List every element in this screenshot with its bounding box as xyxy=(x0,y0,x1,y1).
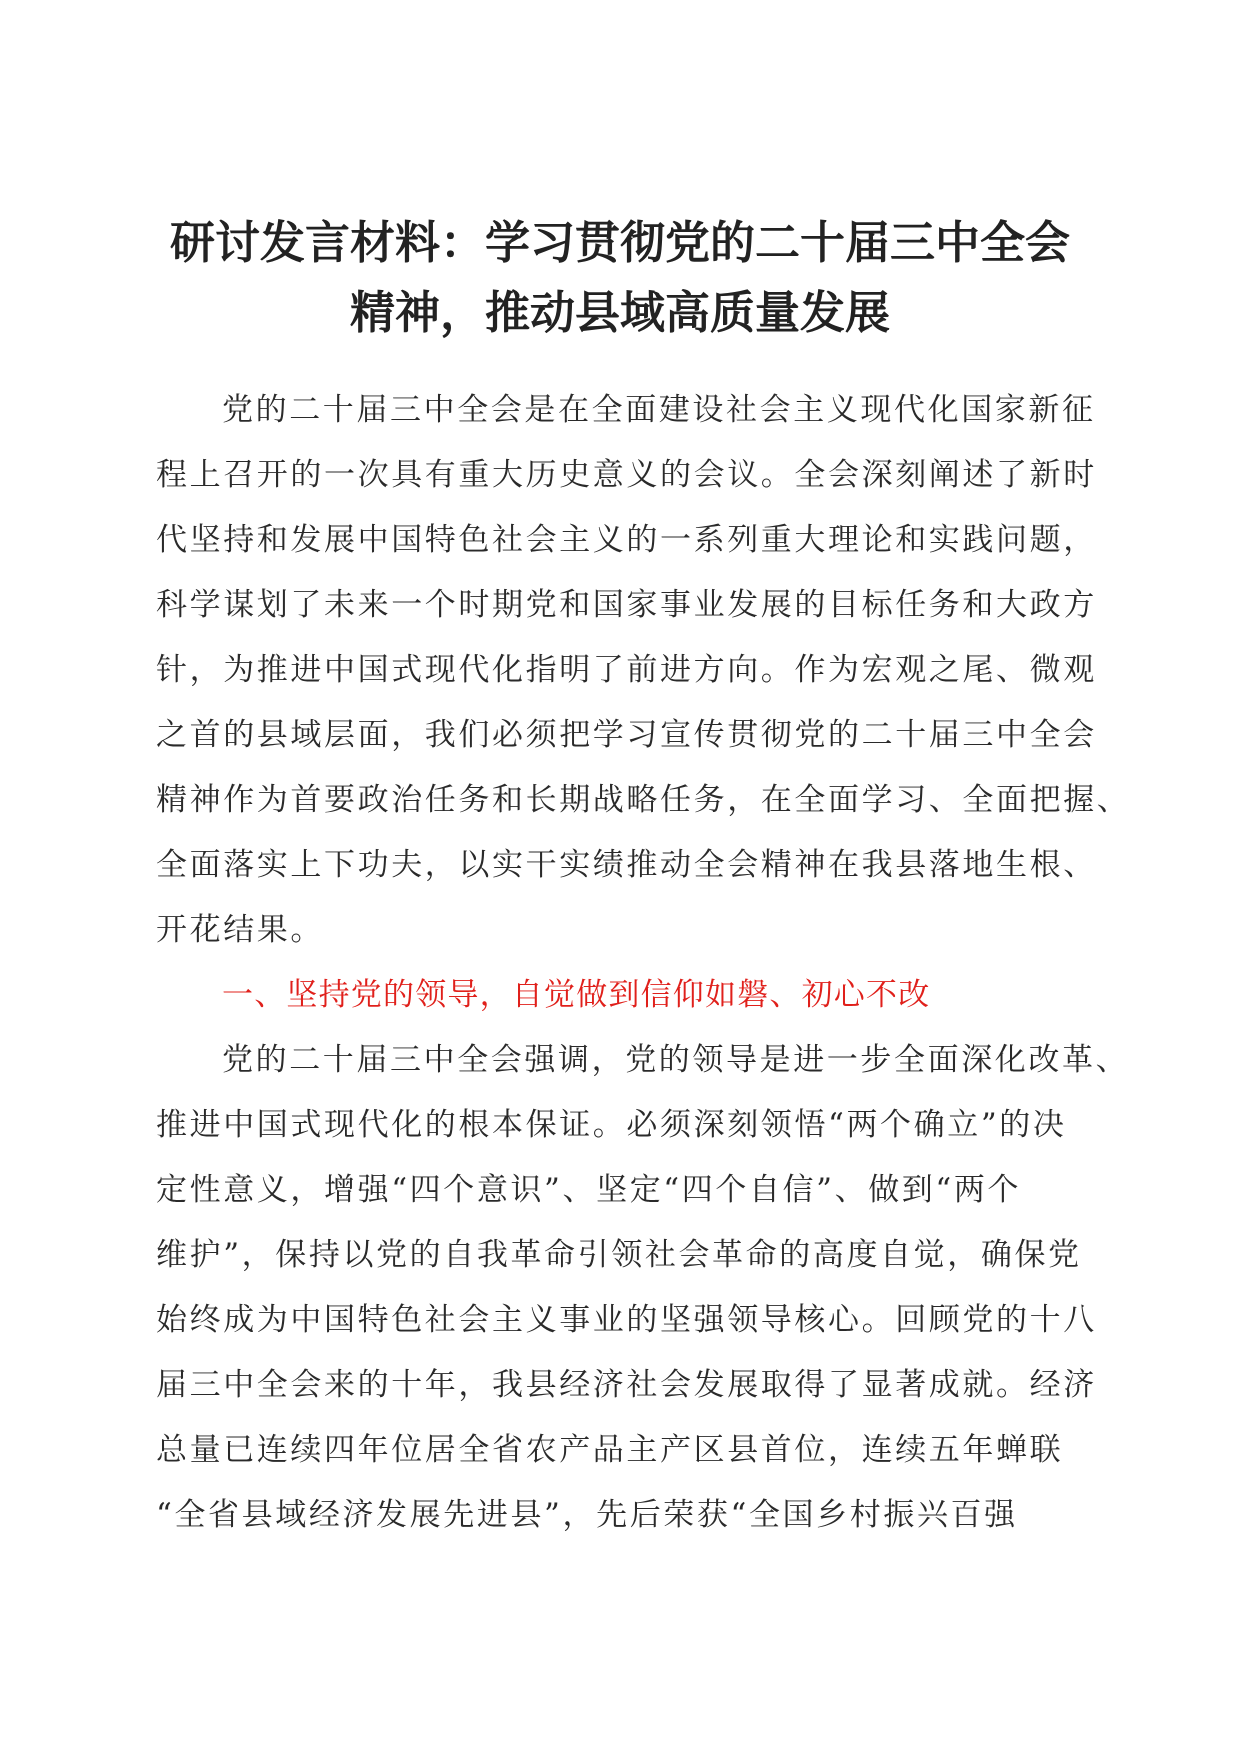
paragraph-line: 届三中全会来的十年，我县经济社会发展取得了显著成就。经济 xyxy=(156,1367,1097,1403)
paragraph-line: “全省县域经济发展先进县”，先后荣获“全国乡村振兴百强 xyxy=(156,1497,1018,1533)
paragraph-line: 党的二十届三中全会强调，党的领导是进一步全面深化改革、 xyxy=(222,1042,1130,1078)
section-heading-1: 一、坚持党的领导，自觉做到信仰如磐、初心不改 xyxy=(222,977,931,1013)
title-line-2: 精神，推动县域高质量发展 xyxy=(349,286,890,339)
paragraph-line: 党的二十届三中全会是在全面建设社会主义现代化国家新征 xyxy=(222,392,1096,428)
document-title xyxy=(150,208,1090,348)
paragraph-line: 精神作为首要政治任务和长期战略任务，在全面学习、全面把握、 xyxy=(156,782,1131,818)
paragraph-intro xyxy=(156,378,1131,963)
paragraph-line: 总量已连续四年位居全省农产品主产区县首位，连续五年蝉联 xyxy=(156,1432,1064,1468)
paragraph-line: 推进中国式现代化的根本保证。必须深刻领悟“两个确立”的决 xyxy=(156,1107,1067,1143)
title-line-1: 研讨发言材料：学习贯彻党的二十届三中全会 xyxy=(169,216,1070,269)
document-body xyxy=(156,378,1131,1548)
paragraph-line: 全面落实上下功夫，以实干实绩推动全会精神在我县落地生根、 xyxy=(156,847,1097,883)
paragraph-line: 代坚持和发展中国特色社会主义的一系列重大理论和实践问题， xyxy=(156,522,1097,558)
paragraph-line: 之首的县域层面，我们必须把学习宣传贯彻党的二十届三中全会 xyxy=(156,717,1097,753)
paragraph-line: 维护”，保持以党的自我革命引领社会革命的高度自觉，确保党 xyxy=(156,1237,1082,1273)
paragraph-line: 针，为推进中国式现代化指明了前进方向。作为宏观之尾、微观 xyxy=(156,652,1097,688)
paragraph-line: 定性意义，增强“四个意识”、坚定“四个自信”、做到“两个 xyxy=(156,1172,1022,1208)
paragraph-line: 程上召开的一次具有重大历史意义的会议。全会深刻阐述了新时 xyxy=(156,457,1097,493)
paragraph-line: 开花结果。 xyxy=(156,912,324,948)
paragraph-section-1 xyxy=(156,1028,1130,1548)
paragraph-line: 始终成为中国特色社会主义事业的坚强领导核心。回顾党的十八 xyxy=(156,1302,1097,1338)
paragraph-line: 科学谋划了未来一个时期党和国家事业发展的目标任务和大政方 xyxy=(156,587,1097,623)
